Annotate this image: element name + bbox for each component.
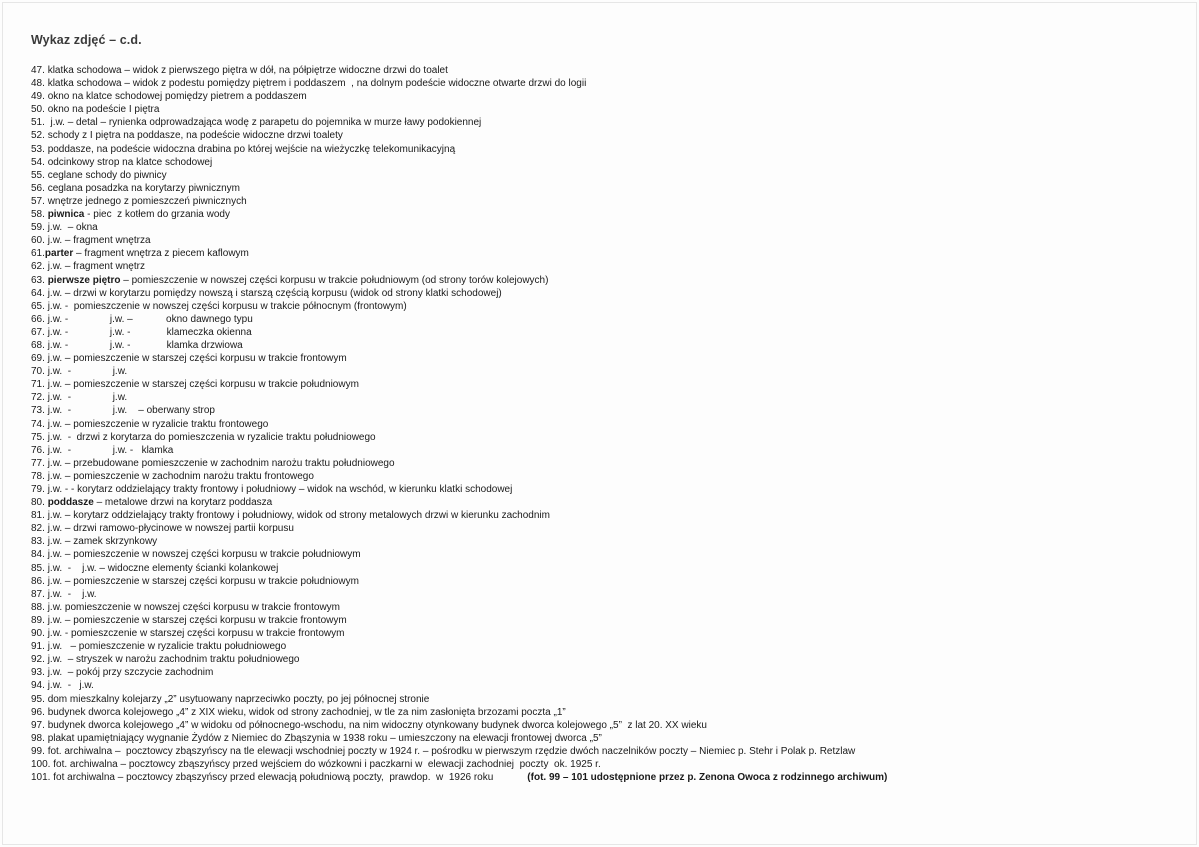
item-text: j.w. – fragment wnętrza bbox=[47, 235, 151, 247]
item-text: klatka schodowa – widok z pierwszego piętra w dół, na półpiętrze widoczne drzwi do toalet bbox=[47, 65, 448, 76]
item-text: j.w. – drzwi w korytarzu pomiędzy nowszą i starszą częścią korpusu (widok od strony klatki schodowej) bbox=[47, 287, 502, 299]
item-text: fot. archiwalna – pocztowcy zbąszyńscy przed wejściem do wózkowni i paczkarni w elewacji zachodniej poczty ok. 1925 r. bbox=[53, 758, 601, 770]
list-item bbox=[31, 156, 1181, 169]
item-number: 94. bbox=[31, 680, 45, 692]
item-text: j.w. – korytarz oddzielający trakty frontowy i południowy, widok od strony metalowych drzwi w kierunku zachodnim bbox=[47, 510, 550, 522]
list-item bbox=[31, 300, 1181, 313]
list-item bbox=[31, 732, 1181, 745]
item-text: budynek dworca kolejowego „4” z XIX wieku, widok od strony zachodniej, w tle za nim zasłonięta brzozami poczta „1” bbox=[47, 706, 566, 718]
item-text: schody z I piętra na poddasze, na podeście widoczne drzwi toalety bbox=[47, 130, 343, 142]
item-text: – metalowe drzwi na korytarz poddasza bbox=[93, 497, 273, 509]
item-text: - piec z kotłem do grzania wody bbox=[84, 209, 230, 221]
list-item bbox=[31, 444, 1181, 457]
list-item bbox=[31, 771, 1181, 784]
item-number: 70. bbox=[31, 366, 45, 378]
item-text: j.w. - pomieszczenie w nowszej części korpusu w trakcie północnym (frontowym) bbox=[47, 300, 407, 312]
item-number: 75. bbox=[31, 431, 45, 443]
list-item bbox=[31, 653, 1181, 666]
item-text: – pomieszczenie w nowszej części korpusu w trakcie południowym (od strony torów kolejowych) bbox=[120, 274, 549, 286]
list-item bbox=[31, 77, 1181, 90]
item-text: fot. archiwalna – pocztowcy zbąszyńscy na tle elewacji wschodniej poczty w 1924 r. – pośrodku w pierwszym rzędzie dwóch naczelników poczty – Niemiec p. Stehr i Polak p. Retzlaw bbox=[47, 745, 856, 757]
list-item bbox=[31, 221, 1181, 234]
item-number: 65. bbox=[31, 300, 45, 312]
item-number: 49. bbox=[31, 91, 45, 103]
item-number: 89. bbox=[31, 614, 45, 626]
item-text: j.w. - j.w. bbox=[47, 680, 94, 692]
list-item bbox=[31, 562, 1181, 575]
list-item bbox=[31, 470, 1181, 483]
list-item bbox=[31, 758, 1181, 771]
item-text: j.w. – pomieszczenie w ryzalicie traktu południowego bbox=[47, 641, 287, 653]
item-text: odcinkowy strop na klatce schodowej bbox=[47, 156, 213, 168]
item-text: okno na klatce schodowej pomiędzy pietrem a poddaszem bbox=[47, 91, 307, 103]
list-item bbox=[31, 208, 1181, 221]
item-text: j.w. – okna bbox=[47, 222, 98, 234]
item-heading: pierwsze piętro bbox=[47, 274, 121, 286]
item-text: dom mieszkalny kolejarzy „2” usytuowany naprzeciwko poczty, po jej północnej stronie bbox=[47, 693, 430, 705]
item-text: plakat upamiętniający wygnanie Żydów z Niemiec do Zbąszynia w 1938 roku – umieszczony na elewacji frontowej dworca „5” bbox=[47, 732, 602, 744]
item-number: 101. bbox=[31, 772, 51, 784]
item-text: j.w. - - korytarz oddzielający trakty frontowy i południowy – widok na wschód, w kierunku klatki schodowej bbox=[47, 484, 513, 495]
item-number: 82. bbox=[31, 523, 45, 535]
list-item bbox=[31, 64, 1181, 77]
item-text: poddasze, na podeście widoczna drabina po której wejście na wieżyczkę telekomunikacyjną bbox=[47, 143, 456, 155]
list-item bbox=[31, 575, 1181, 588]
list-item bbox=[31, 640, 1181, 653]
item-text: j.w. – pomieszczenie w starszej części korpusu w trakcie południowym bbox=[47, 379, 359, 391]
document-title: Wykaz zdjęć – c.d. bbox=[31, 33, 142, 47]
item-number: 91. bbox=[31, 641, 45, 653]
item-number: 64. bbox=[31, 287, 45, 299]
item-number: 95. bbox=[31, 693, 45, 705]
item-number: 74. bbox=[31, 418, 45, 430]
item-text: j.w. – detal – rynienka odprowadzająca wodę z parapetu do pojemnika w murze ławy podokiennej bbox=[47, 117, 482, 129]
item-number: 53. bbox=[31, 143, 45, 155]
item-text: fot archiwalna – pocztowcy zbąszyńscy przed elewacją południową poczty, prawdop. w 1926 roku bbox=[53, 772, 494, 784]
list-item bbox=[31, 103, 1181, 116]
photo-list bbox=[31, 64, 1181, 784]
list-item bbox=[31, 418, 1181, 431]
item-number: 79. bbox=[31, 484, 45, 495]
item-number: 57. bbox=[31, 195, 45, 207]
list-item bbox=[31, 457, 1181, 470]
item-text: j.w. - j.w. - klameczka okienna bbox=[47, 326, 252, 338]
item-number: 54. bbox=[31, 156, 45, 168]
item-number: 80. bbox=[31, 497, 45, 509]
item-text: j.w. – drzwi ramowo-płycinowe w nowszej partii korpusu bbox=[47, 523, 294, 535]
item-text: j.w. - j.w. - klamka bbox=[47, 444, 174, 456]
list-item bbox=[31, 352, 1181, 365]
item-text: j.w. - j.w. – widoczne elementy ścianki kolankowej bbox=[47, 562, 279, 574]
item-text: j.w. - j.w. bbox=[47, 366, 128, 378]
item-heading: poddasze bbox=[47, 497, 94, 509]
list-item bbox=[31, 404, 1181, 417]
item-number: 99. bbox=[31, 745, 45, 757]
list-item bbox=[31, 365, 1181, 378]
item-text: j.w. – stryszek w narożu zachodnim traktu południowego bbox=[47, 654, 300, 666]
item-number: 50. bbox=[31, 104, 45, 116]
list-item bbox=[31, 483, 1181, 496]
item-number: 56. bbox=[31, 182, 45, 194]
item-number: 63. bbox=[31, 274, 45, 286]
list-item bbox=[31, 326, 1181, 339]
list-item bbox=[31, 588, 1181, 601]
item-number: 88. bbox=[31, 601, 45, 613]
item-number: 86. bbox=[31, 575, 45, 587]
item-number: 69. bbox=[31, 353, 45, 365]
item-text: klatka schodowa – widok z podestu pomiędzy piętrem i poddaszem , na dolnym podeście widoczne otwarte drzwi do logii bbox=[47, 78, 587, 90]
list-item bbox=[31, 90, 1181, 103]
list-item bbox=[31, 548, 1181, 561]
item-number: 93. bbox=[31, 667, 45, 679]
item-number: 68. bbox=[31, 339, 45, 351]
item-text: j.w. – pokój przy szczycie zachodnim bbox=[47, 667, 214, 679]
item-text: j.w. – pomieszczenie w starszej części korpusu w trakcie południowym bbox=[47, 575, 359, 587]
item-heading: parter bbox=[44, 248, 74, 260]
list-item bbox=[31, 509, 1181, 522]
item-text: ceglana posadzka na korytarzy piwnicznym bbox=[47, 182, 241, 194]
item-number: 59. bbox=[31, 222, 45, 234]
list-item bbox=[31, 719, 1181, 732]
list-item bbox=[31, 274, 1181, 287]
item-text: j.w. – pomieszczenie w starszej części korpusu w trakcie frontowym bbox=[47, 353, 347, 365]
list-item bbox=[31, 313, 1181, 326]
list-item bbox=[31, 169, 1181, 182]
item-text: j.w. – pomieszczenie w starszej części korpusu w trakcie frontowym bbox=[47, 614, 347, 626]
item-heading: piwnica bbox=[47, 209, 85, 221]
item-text: j.w. - j.w. bbox=[47, 588, 97, 600]
item-number: 78. bbox=[31, 470, 45, 482]
item-number: 76. bbox=[31, 444, 45, 456]
item-number: 100. bbox=[31, 758, 51, 770]
item-number: 52. bbox=[31, 130, 45, 142]
item-number: 97. bbox=[31, 719, 45, 731]
item-number: 87. bbox=[31, 588, 45, 600]
item-number: 73. bbox=[31, 405, 45, 417]
item-text: – fragment wnętrza z piecem kaflowym bbox=[73, 248, 249, 260]
item-text: j.w. - drzwi z korytarza do pomieszczenia w ryzalicie traktu południowego bbox=[47, 431, 376, 443]
item-number: 98. bbox=[31, 732, 45, 744]
item-text: j.w. - j.w. – oberwany strop bbox=[47, 405, 215, 417]
item-number: 60. bbox=[31, 235, 45, 247]
item-text: j.w. - j.w. bbox=[47, 392, 128, 404]
item-number: 51. bbox=[31, 117, 45, 129]
list-item bbox=[31, 260, 1181, 273]
item-text: j.w. - pomieszczenie w starszej części korpusu w trakcie frontowym bbox=[47, 628, 345, 640]
item-text: j.w. - j.w. - klamka drzwiowa bbox=[47, 339, 243, 351]
item-number: 96. bbox=[31, 706, 45, 718]
item-number: 62. bbox=[31, 261, 45, 273]
item-number: 72. bbox=[31, 392, 45, 404]
item-number: 77. bbox=[31, 457, 45, 469]
item-number: 71. bbox=[31, 379, 45, 391]
item-text: j.w. – zamek skrzynkowy bbox=[47, 536, 158, 548]
item-text: wnętrze jednego z pomieszczeń piwnicznych bbox=[47, 195, 247, 207]
item-number: 61. bbox=[31, 248, 45, 260]
list-item bbox=[31, 666, 1181, 679]
list-item bbox=[31, 391, 1181, 404]
item-number: 47. bbox=[31, 65, 45, 76]
list-item bbox=[31, 116, 1181, 129]
item-number: 67. bbox=[31, 326, 45, 338]
list-item bbox=[31, 195, 1181, 208]
list-item bbox=[31, 627, 1181, 640]
item-number: 55. bbox=[31, 169, 45, 181]
list-item bbox=[31, 287, 1181, 300]
list-item bbox=[31, 182, 1181, 195]
item-text: j.w. pomieszczenie w nowszej części korpusu w trakcie frontowym bbox=[47, 601, 341, 613]
item-text: j.w. – fragment wnętrz bbox=[47, 261, 145, 273]
item-text: j.w. – pomieszczenie w nowszej części korpusu w trakcie południowym bbox=[47, 549, 361, 561]
list-item bbox=[31, 706, 1181, 719]
item-text: j.w. – pomieszczenie w zachodnim narożu traktu frontowego bbox=[47, 470, 314, 482]
item-text: j.w. – pomieszczenie w ryzalicie traktu frontowego bbox=[47, 418, 269, 430]
item-text: j.w. – przebudowane pomieszczenie w zachodnim narożu traktu południowego bbox=[47, 457, 395, 469]
item-number: 90. bbox=[31, 628, 45, 640]
item-text: j.w. - j.w. – okno dawnego typu bbox=[47, 313, 253, 325]
item-text: budynek dworca kolejowego „4” w widoku od północnego-wschodu, na nim widoczny otynkowany budynek dworca kolejowego „5” z lat 20. XX wieku bbox=[47, 719, 707, 731]
list-item bbox=[31, 679, 1181, 692]
item-number: 48. bbox=[31, 78, 45, 90]
item-text: okno na podeście I piętra bbox=[47, 104, 160, 116]
list-item bbox=[31, 535, 1181, 548]
item-number: 92. bbox=[31, 654, 45, 666]
list-item bbox=[31, 614, 1181, 627]
list-item bbox=[31, 693, 1181, 706]
item-number: 58. bbox=[31, 209, 45, 221]
list-item bbox=[31, 339, 1181, 352]
item-number: 66. bbox=[31, 313, 45, 325]
list-item bbox=[31, 522, 1181, 535]
item-number: 84. bbox=[31, 549, 45, 561]
list-item bbox=[31, 745, 1181, 758]
list-item bbox=[31, 247, 1181, 260]
item-note: (fot. 99 – 101 udostępnione przez p. Zenona Owoca z rodzinnego archiwum) bbox=[527, 772, 888, 784]
item-number: 85. bbox=[31, 562, 45, 574]
list-item bbox=[31, 496, 1181, 509]
list-item bbox=[31, 431, 1181, 444]
item-text: ceglane schody do piwnicy bbox=[47, 169, 167, 181]
item-number: 83. bbox=[31, 536, 45, 548]
list-item bbox=[31, 234, 1181, 247]
list-item bbox=[31, 143, 1181, 156]
list-item bbox=[31, 129, 1181, 142]
item-number: 81. bbox=[31, 510, 45, 522]
list-item bbox=[31, 378, 1181, 391]
list-item bbox=[31, 601, 1181, 614]
